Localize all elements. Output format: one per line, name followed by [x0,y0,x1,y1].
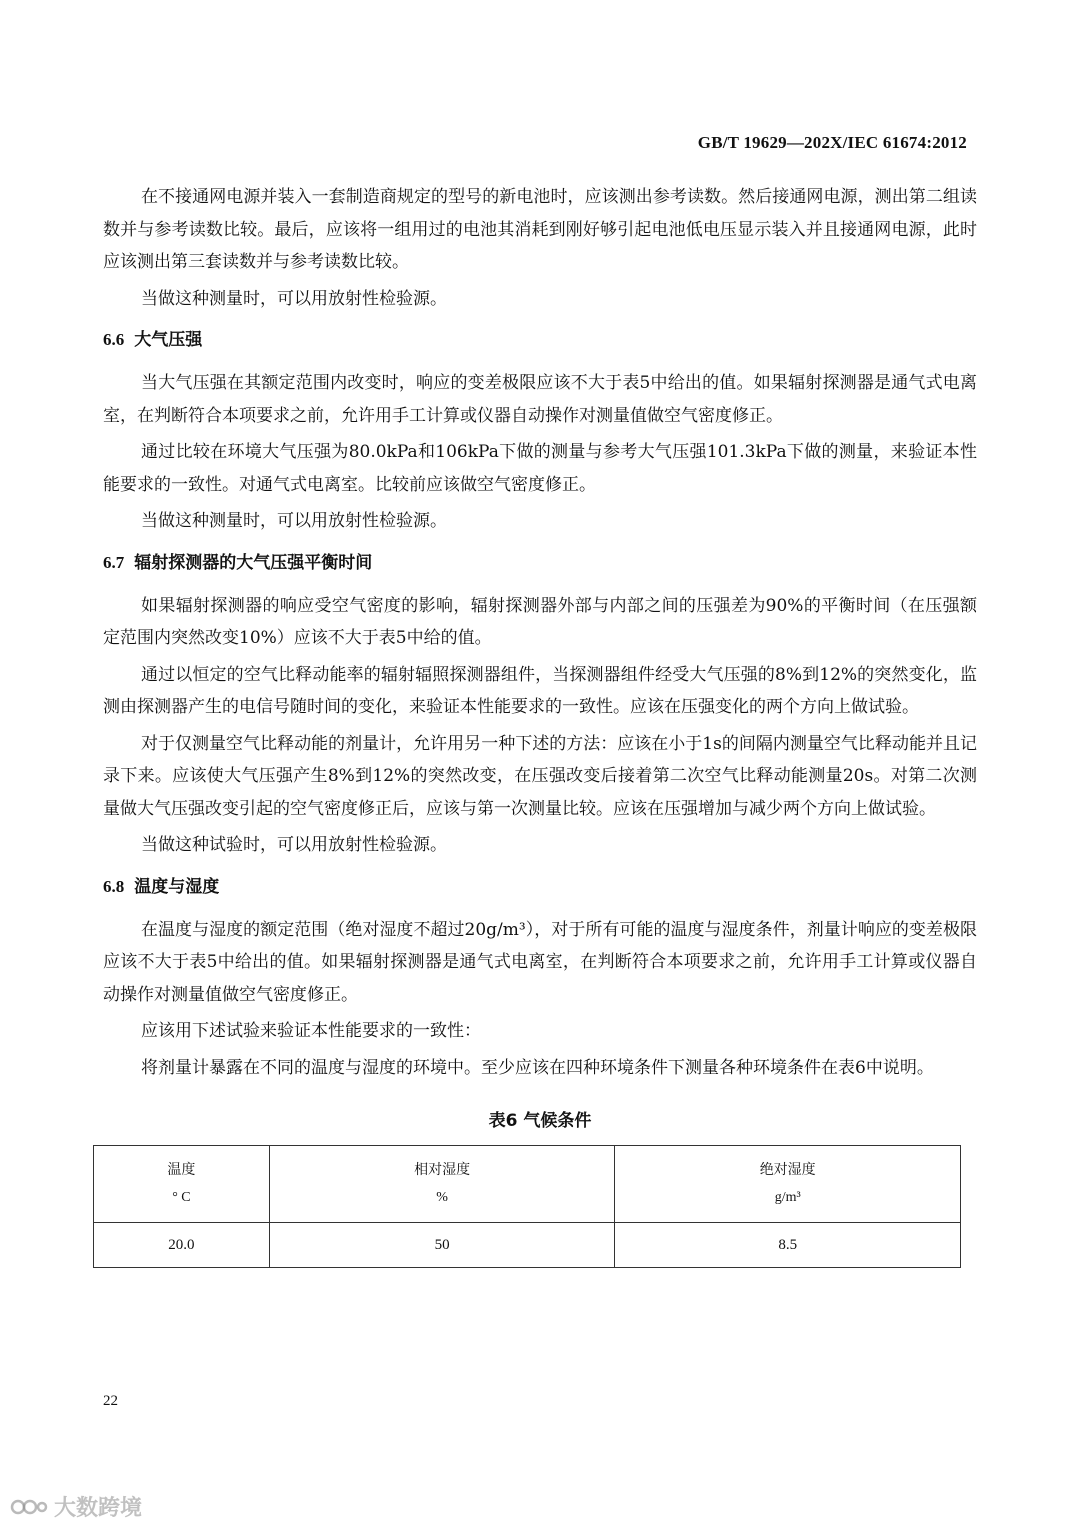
column-header-temperature [94,1146,270,1223]
page-content [103,181,977,1268]
paragraph: 当做这种测量时，可以用放射性检验源。 [141,288,447,309]
table-cell: 50 [269,1223,615,1268]
section-title: 辐射探测器的大气压强平衡时间 [134,552,373,573]
paragraph: 通过以恒定的空气比释动能率的辐射辐照探测器组件，当探测器组件经受大气压强的8%到12%的突然变化，监测由探测器产生的电信号随时间的变化，来验证本性能要求的一致性。应该在压强变化的两个方向上做试验。 [103,664,977,717]
table-cell: 8.5 [615,1223,961,1268]
section-heading-6-6 [103,327,977,353]
table-title: 表6 气候条件 [488,1111,592,1131]
section-title: 大气压强 [134,330,203,350]
paragraph: 对于仅测量空气比释动能的剂量计，允许用另一种下述的方法：应该在小于1s的间隔内测量空气比释动能并且记录下来。应该使大气压强产生8%到12%的突然改变，在压强改变后接着第二次空气比释动能测量20s。对第二次测量做大气压强改变引起的空气密度修正后，应该与第一次测量比较。应该在压强增加与减少两个方向上做试验。 [103,733,977,819]
column-unit: g/m³ [774,1190,801,1205]
paragraph: 当做这种试验时，可以用放射性检验源。 [141,835,447,855]
section-heading-6-8 [103,874,977,900]
paragraph: 当做这种测量时，可以用放射性检验源。 [141,511,447,531]
section-title: 温度与湿度 [134,876,220,897]
paragraph: 通过比较在环境大气压强为80.0kPa和106kPa下做的测量与参考大气压强101.3kPa下做的测量，来验证本性能要求的一致性。对通气式电离室。比较前应该做空气密度修正。 [103,442,977,495]
column-unit: % [436,1190,448,1205]
watermark-logo-icon [10,1495,48,1519]
paragraph: 在温度与湿度的额定范围（绝对湿度不超过20g/m³），对于所有可能的温度与湿度条件，剂量计响应的变差极限应该不大于表5中给出的值。如果辐射探测器是通气式电离室，在判断符合本项要求之前，允许用手工计算或仪器自动操作对测量值做空气密度修正。 [103,919,977,1005]
column-label: 相对湿度 [414,1162,471,1178]
paragraph: 当大气压强在其额定范围内改变时，响应的变差极限应该不大于表5中给出的值。如果辐射探测器是通气式电离室，在判断符合本项要求之前，允许用手工计算或仪器自动操作对测量值做空气密度修正。 [103,373,977,426]
section-heading-6-7 [103,550,977,576]
table-cell: 20.0 [94,1223,270,1268]
standard-code: GB/T 19629—202X/IEC 61674:2012 [697,133,967,152]
section-number: 6.6 [103,330,125,349]
column-header-relative-humidity [269,1146,615,1223]
paragraph: 在不接通网电源并装入一套制造商规定的型号的新电池时，应该测出参考读数。然后接通网电源，测出第二组读数并与参考读数比较。最后，应该将一组用过的电池其消耗到刚好够引起电池低电压显示装入并且接通网电源，此时应该测出第三套读数并与参考读数比较。 [103,187,977,272]
section-number: 6.8 [103,876,125,896]
page-number: 22 [103,1393,118,1409]
table-header-row [94,1146,961,1223]
table-row [94,1223,961,1268]
column-unit: ° C [172,1190,191,1205]
paragraph: 应该用下述试验来验证本性能要求的一致性： [141,1021,481,1041]
column-header-absolute-humidity [615,1146,961,1223]
climate-conditions-table [93,1145,961,1268]
paragraph: 将剂量计暴露在不同的温度与湿度的环境中。至少应该在四种环境条件下测量各种环境条件在表6中说明。 [141,1057,934,1078]
watermark-text: 大数跨境 [54,1496,143,1521]
paragraph: 如果辐射探测器的响应受空气密度的影响，辐射探测器外部与内部之间的压强差为90%的平衡时间（在压强额定范围内突然改变10%）应该不大于表5中给的值。 [103,595,977,648]
section-number: 6.7 [103,552,125,572]
column-label: 绝对湿度 [759,1162,816,1178]
watermark [10,1491,142,1522]
column-label: 温度 [167,1162,196,1178]
